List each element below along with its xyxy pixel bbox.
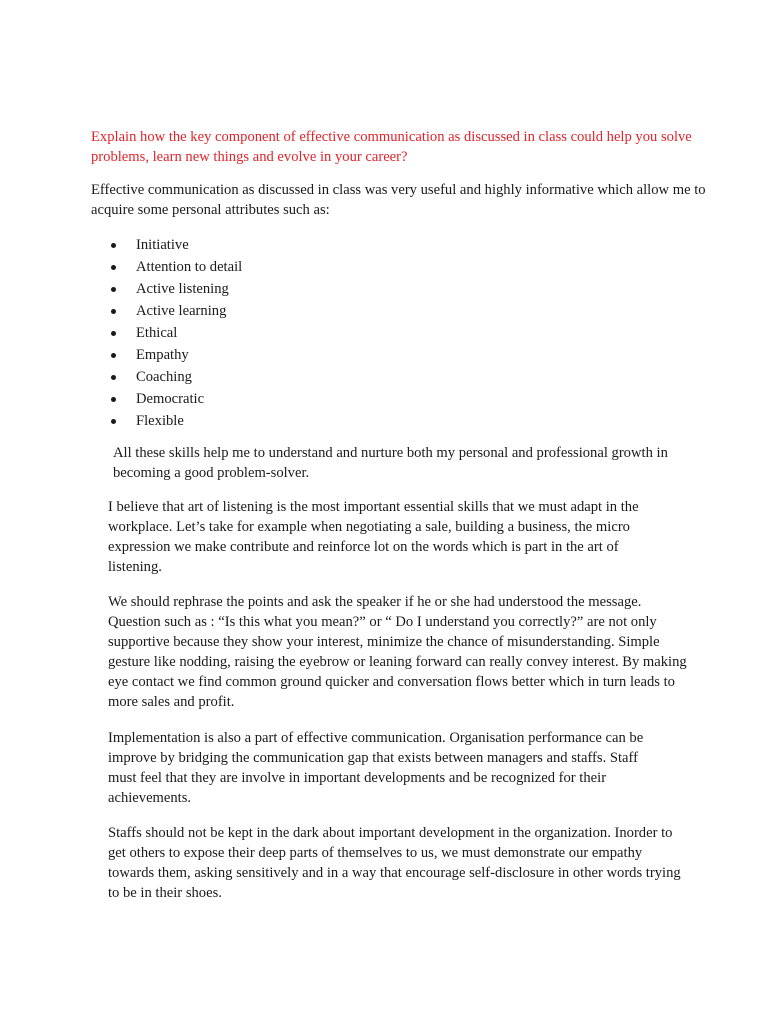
list-item (108, 278, 242, 300)
question-heading: Explain how the key component of effective communication as discussed in class could help you solve problems, learn new things and evolve in your career? (91, 129, 692, 165)
bullet-icon (111, 287, 116, 292)
body-paragraph-rephrase: We should rephrase the points and ask the speaker if he or she had understood the message. Question such as : “Is this what you mean?” or “ Do I understand you correctly?” are not only supportive because they show your interest, minimize the chance of misunderstanding. Simple gesture like nodding, raising the eyebrow or leaning forward can really convey interest. By making eye contact we find common ground quicker and conversation flows better which in turn leads to more sales and profit. (108, 594, 687, 710)
bullet-icon (111, 265, 116, 270)
list-item (108, 388, 242, 410)
bullet-icon (111, 397, 116, 402)
list-item-label: Flexible (136, 413, 184, 429)
summary-paragraph: All these skills help me to understand and nurture both my personal and professional growth in becoming a good problem-solver. (113, 445, 668, 481)
list-item (108, 234, 242, 256)
body-paragraph-implementation: Implementation is also a part of effective communication. Organisation performance can be improve by bridging the communication gap that exists between managers and staffs. Staff must feel that they are involve in important developments and be recognized for their achievements. (108, 730, 644, 806)
body-paragraph-listening: I believe that art of listening is the most important essential skills that we must adapt in the workplace. Let’s take for example when negotiating a sale, building a business, the micro expression we make contribute and reinforce lot on the words which is part in the art of listening. (108, 499, 639, 575)
list-item-label: Empathy (136, 347, 189, 363)
list-item-label: Active learning (136, 303, 227, 319)
list-item-label: Active listening (136, 281, 229, 297)
bullet-icon (111, 331, 116, 336)
bullet-icon (111, 375, 116, 380)
list-item (108, 322, 242, 344)
list-item-label: Initiative (136, 237, 189, 253)
bullet-icon (111, 243, 116, 248)
list-item (108, 300, 242, 322)
list-item (108, 256, 242, 278)
list-item (108, 344, 242, 366)
bullet-icon (111, 353, 116, 358)
bullet-icon (111, 419, 116, 424)
list-item-label: Ethical (136, 325, 178, 341)
body-paragraph-staffs: Staffs should not be kept in the dark about important development in the organization. Inorder to get others to expose their deep parts of themselves to us, we must demonstrate our empathy towards them, asking sensitively and in a way that encourage self-disclosure in other words trying to be in their shoes. (108, 825, 681, 901)
list-item (108, 410, 242, 432)
attributes-list (108, 234, 242, 432)
bullet-icon (111, 309, 116, 314)
list-item (108, 366, 242, 388)
list-item-label: Coaching (136, 369, 192, 385)
list-item-label: Democratic (136, 391, 205, 407)
intro-paragraph: Effective communication as discussed in class was very useful and highly informative which allow me to acquire some personal attributes such as: (91, 182, 706, 218)
list-item-label: Attention to detail (136, 259, 243, 275)
